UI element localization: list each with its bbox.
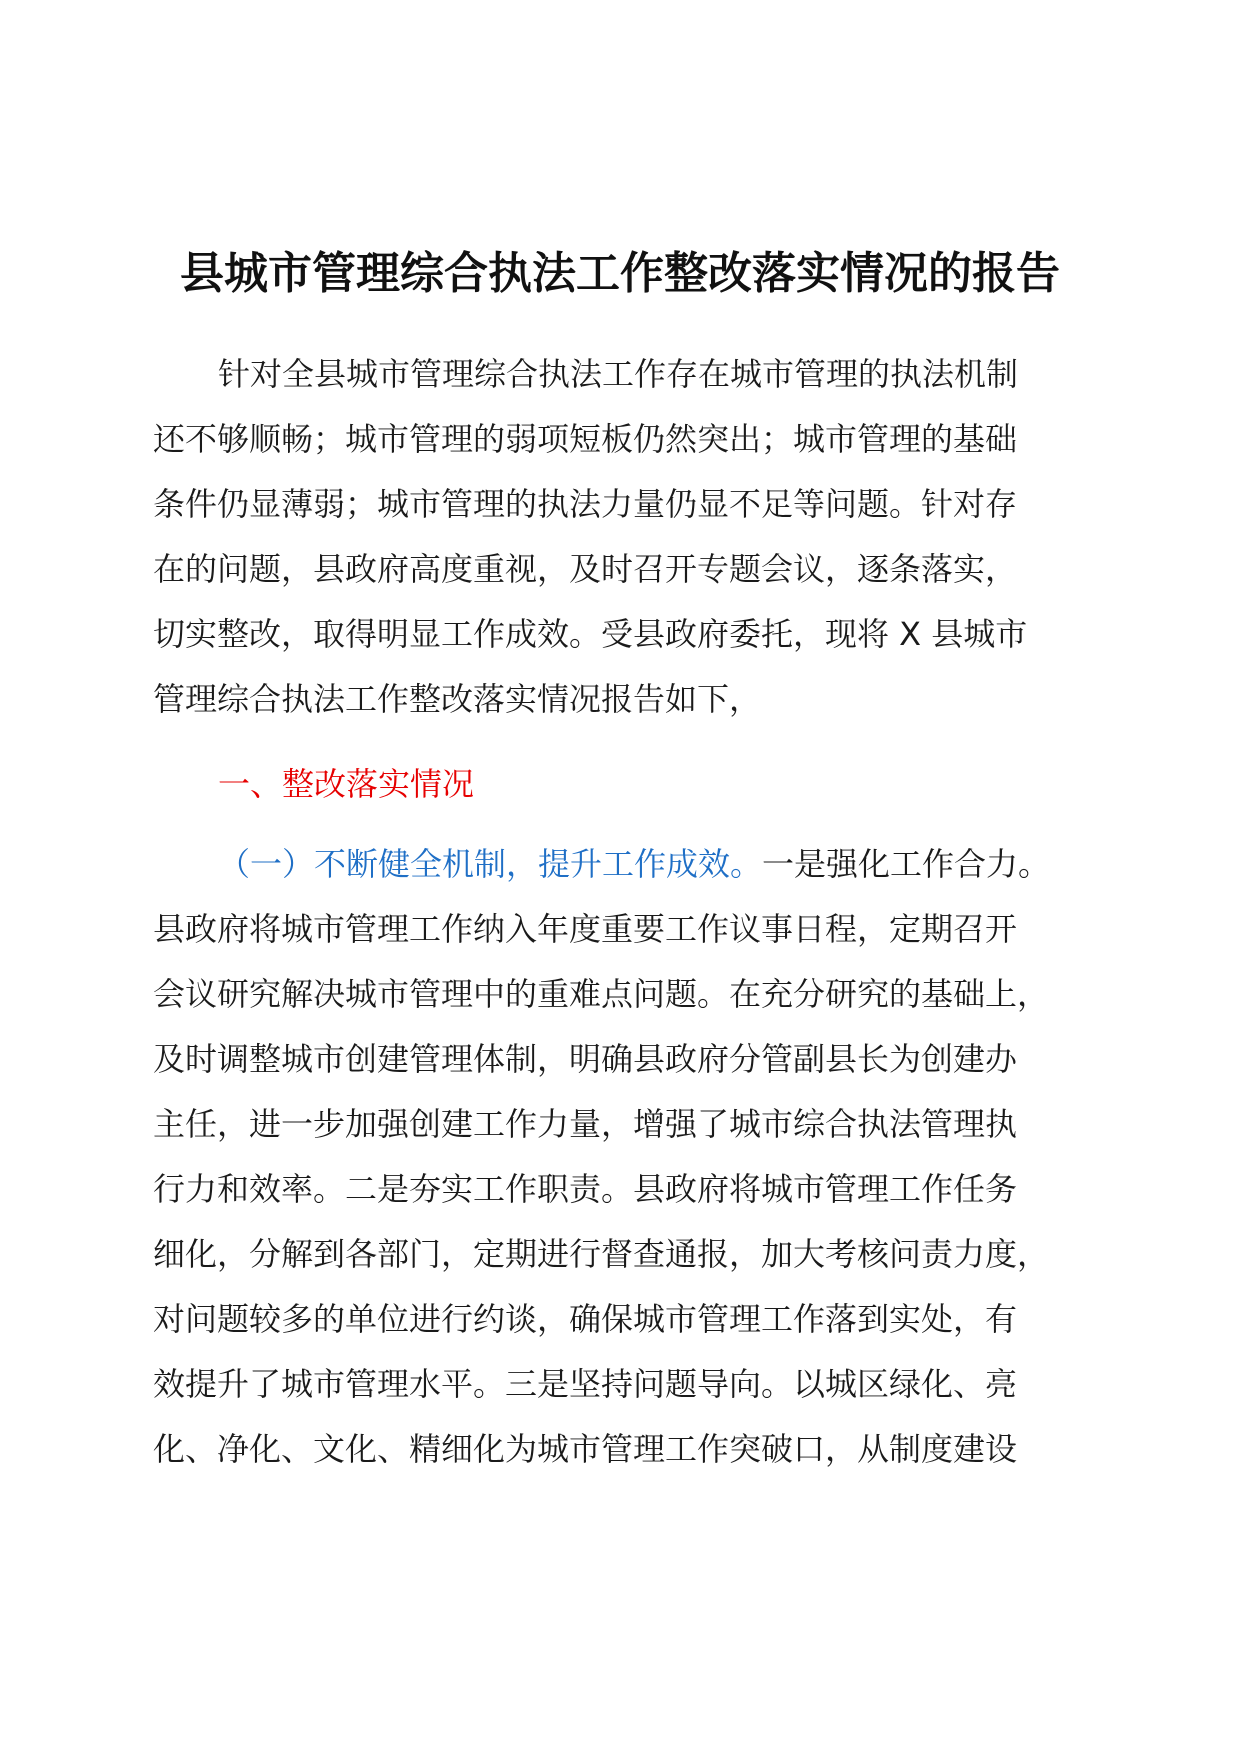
paragraph-first-line (153, 832, 1093, 897)
section-heading-text: 一、整改落实情况 (218, 765, 475, 803)
paragraph-line: 行力和效率。二是夯实工作职责。县政府将城市管理工作任务 (153, 1170, 1018, 1208)
paragraph-line: 县政府将城市管理工作纳入年度重要工作议事日程，定期召开 (153, 910, 1018, 948)
paragraph-line: 主任，进一步加强创建工作力量，增强了城市综合执法管理执 (153, 1105, 1018, 1143)
paragraph-line: 会议研究解决城市管理中的重难点问题。在充分研究的基础上， (153, 975, 1050, 1013)
paragraph-line: 条件仍显薄弱；城市管理的执法力量仍显不足等问题。针对存 (153, 485, 1018, 523)
paragraph-line: 针对全县城市管理综合执法工作存在城市管理的执法机制 (218, 355, 1019, 393)
subsection-paragraph (153, 832, 1093, 1482)
paragraph-line: 细化，分解到各部门，定期进行督查通报，加大考核问责力度， (153, 1235, 1050, 1273)
paragraph-line: 化、净化、文化、精细化为城市管理工作突破口，从制度建设 (153, 1430, 1018, 1468)
paragraph-line: 效提升了城市管理水平。三是坚持问题导向。以城区绿化、亮 (153, 1365, 1018, 1403)
paragraph-line: 还不够顺畅；城市管理的弱项短板仍然突出；城市管理的基础 (153, 420, 1018, 458)
paragraph-line: 对问题较多的单位进行约谈，确保城市管理工作落到实处，有 (153, 1300, 1018, 1338)
paragraph-line: 及时调整城市创建管理体制，明确县政府分管副县长为创建办 (153, 1040, 1018, 1078)
subsection-heading: （一）不断健全机制，提升工作成效。 (218, 845, 763, 883)
intro-paragraph (153, 342, 1093, 732)
paragraph-line-rest: 一是强化工作合力。 (762, 845, 1051, 883)
paragraph-line: 管理综合执法工作整改落实情况报告如下， (153, 680, 762, 718)
section-heading (153, 752, 1093, 817)
document-title: 县城市管理综合执法工作整改落实情况的报告 (180, 248, 1060, 299)
paragraph-line: 切实整改，取得明显工作成效。受县政府委托，现将 X 县城市 (153, 615, 1028, 653)
paragraph-line: 在的问题，县政府高度重视，及时召开专题会议，逐条落实， (153, 550, 1018, 588)
